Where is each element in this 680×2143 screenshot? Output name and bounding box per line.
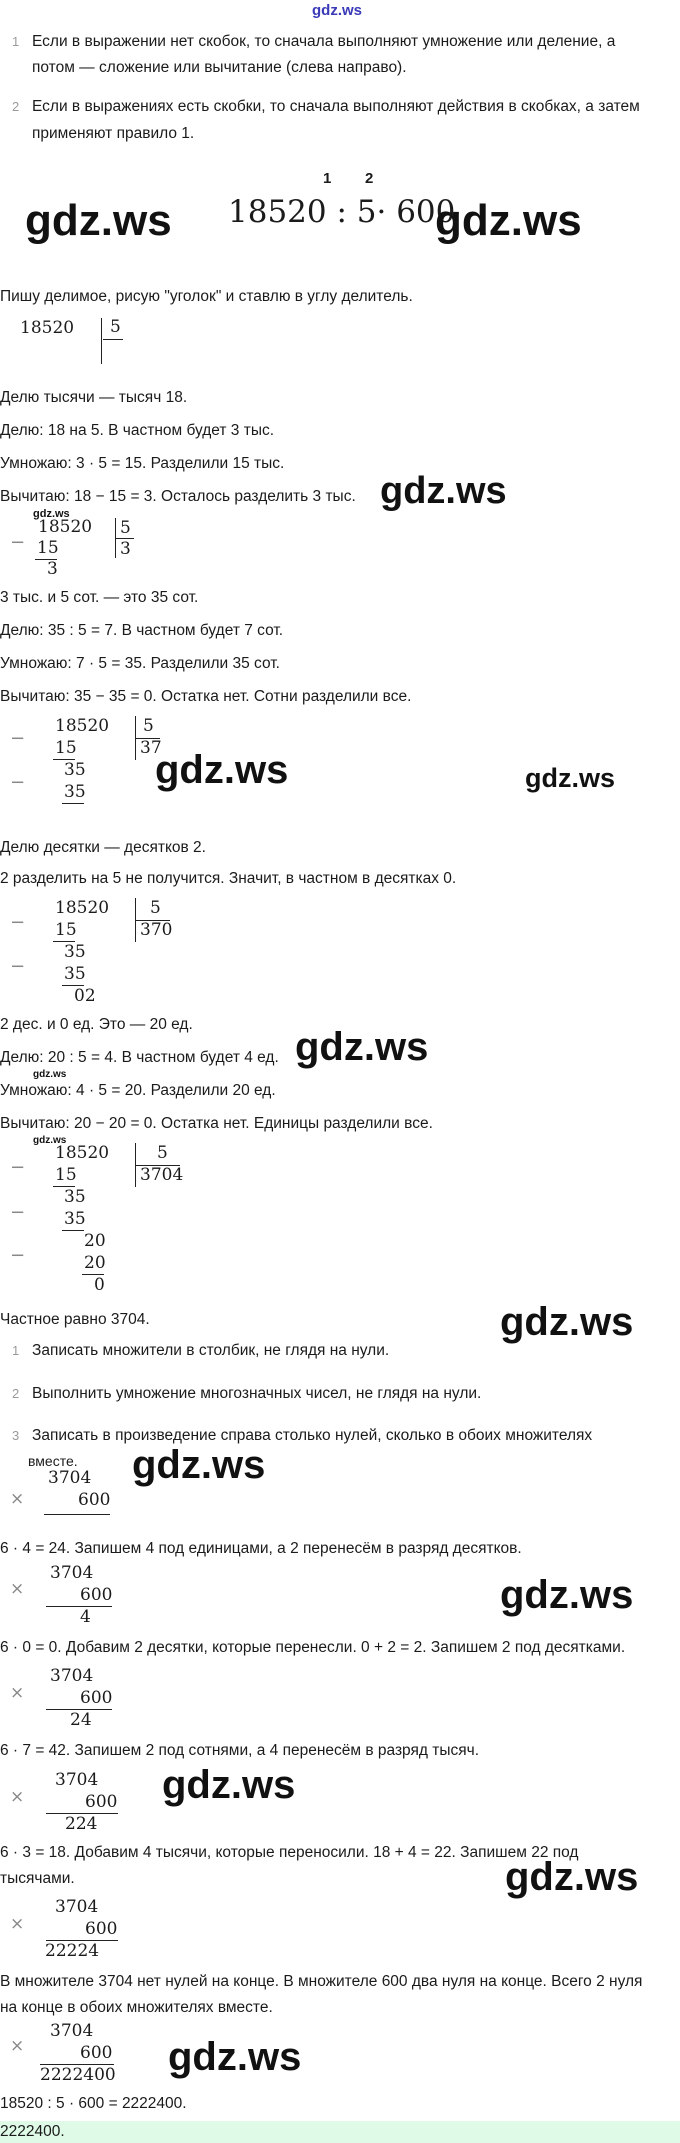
rule-text: Выполнить умножение многозначных чисел, не глядя на нули.: [32, 1385, 482, 1402]
rule-number: 2: [12, 99, 20, 114]
divisor: 5: [157, 1143, 168, 1163]
step-text: Умножаю: 3 · 5 = 15. Разделили 15 тыс.: [0, 455, 285, 472]
step-text: 3 тыс. и 5 сот. — это 35 сот.: [0, 589, 199, 606]
quotient: 3: [120, 539, 131, 559]
factor: 600: [80, 2043, 113, 2063]
remainder: 0: [94, 1275, 105, 1295]
divisor: 5: [120, 518, 131, 538]
answer-highlight: [0, 2121, 680, 2143]
factor: 600: [85, 1919, 118, 1939]
watermark: gdz.ws: [33, 508, 70, 520]
rule-text: Если в выражениях есть скобки, то сначала выполняют действия в скобках, а затем: [32, 98, 640, 115]
quotient: 370: [140, 920, 173, 940]
product: 2222400: [40, 2065, 116, 2085]
step-text: Вычитаю: 18 − 15 = 3. Осталось разделить 3 тыс.: [0, 488, 356, 505]
product: 22224: [45, 1941, 100, 1961]
product: 24: [70, 1710, 92, 1730]
rule-number: 1: [12, 1343, 20, 1358]
product: 224: [65, 1814, 98, 1834]
watermark: gdz.ws: [500, 1573, 634, 1617]
factor: 600: [80, 1585, 113, 1605]
step-text: 2 дес. и 0 ед. Это — 20 ед.: [0, 1016, 193, 1033]
watermark: gdz.ws: [155, 748, 289, 792]
factor: 3704: [55, 1897, 99, 1917]
step-text: 6 · 4 = 24. Запишем 4 под единицами, а 2 перенесём в разряд десятков.: [0, 1540, 522, 1557]
expression: 18520 : 5· 600: [228, 194, 456, 230]
partial: 35: [64, 1187, 86, 1207]
watermark: gdz.ws: [162, 1763, 296, 1807]
watermark: gdz.ws: [525, 763, 616, 793]
quotient: 37: [140, 738, 162, 758]
rule-text: Записать в произведение справа столько нулей, сколько в обоих множителях: [32, 1427, 593, 1444]
dividend: 18520: [55, 716, 110, 736]
dividend: 18520: [20, 318, 75, 338]
result-line: 18520 : 5 · 600 = 2222400.: [0, 2095, 187, 2112]
divisor: 5: [110, 317, 121, 337]
step-text: на конце в обоих множителях вместе.: [0, 1999, 273, 2016]
subtrahend: 35: [64, 782, 86, 802]
step-text: 2 разделить на 5 не получится. Значит, в частном в десятках 0.: [0, 870, 457, 887]
subtrahend: 15: [55, 920, 77, 940]
order-mark: 1: [323, 170, 332, 187]
rule-number: 1: [12, 34, 20, 49]
factor: 3704: [50, 1666, 94, 1686]
step-text: Частное равно 3704.: [0, 1311, 150, 1328]
watermark: gdz.ws: [168, 2035, 302, 2079]
subtrahend: 35: [64, 1209, 86, 1229]
watermark: gdz.ws: [33, 1135, 67, 1146]
dividend: 18520: [55, 898, 110, 918]
quotient: 3704: [140, 1165, 184, 1185]
step-text: Делю: 18 на 5. В частном будет 3 тыс.: [0, 422, 275, 439]
product: 4: [80, 1607, 91, 1627]
watermark-top: gdz.ws: [312, 2, 363, 19]
partial: 35: [64, 760, 86, 780]
watermark: gdz.ws: [505, 1855, 639, 1899]
dividend: 18520: [55, 1143, 110, 1163]
step-text: Умножаю: 4 · 5 = 20. Разделили 20 ед.: [0, 1082, 276, 1099]
subtrahend: 15: [55, 1165, 77, 1185]
rule-number: 2: [12, 1386, 20, 1401]
step-text: 6 · 7 = 42. Запишем 2 под сотнями, а 4 перенесём в разряд тысяч.: [0, 1742, 480, 1759]
watermark: gdz.ws: [380, 470, 507, 512]
factor: 3704: [55, 1770, 99, 1790]
step-text: Делю десятки — десятков 2.: [0, 839, 206, 856]
step-text: В множителе 3704 нет нулей на конце. В множителе 600 два нуля на конце. Всего 2 нуля: [0, 1973, 643, 1990]
step-text: Умножаю: 7 · 5 = 35. Разделили 35 сот.: [0, 655, 280, 672]
factor: 3704: [50, 1563, 94, 1583]
rule-text: потом — сложение или вычитание (слева направо).: [32, 59, 407, 76]
factor: 3704: [48, 1468, 92, 1488]
step-text: Вычитаю: 20 − 20 = 0. Остатка нет. Единицы разделили все.: [0, 1115, 433, 1132]
divisor: 5: [150, 898, 161, 918]
watermark: gdz.ws: [295, 1025, 429, 1069]
rule-text: применяют правило 1.: [32, 125, 195, 142]
partial: 02: [74, 986, 96, 1006]
factor: 600: [85, 1792, 118, 1812]
rule-text: Записать множители в столбик, не глядя на нули.: [32, 1342, 390, 1359]
step-text: Вычитаю: 35 − 35 = 0. Остатка нет. Сотни разделили все.: [0, 688, 412, 705]
subtrahend: 15: [55, 738, 77, 758]
watermark: gdz.ws: [33, 1069, 67, 1080]
factor: 600: [78, 1490, 111, 1510]
order-mark: 2: [365, 170, 374, 187]
subtrahend: 15: [37, 538, 59, 558]
step-text: 6 · 0 = 0. Добавим 2 десятки, которые перенесли. 0 + 2 = 2. Запишем 2 под десятками.: [0, 1639, 626, 1656]
dividend: 18520: [38, 517, 93, 537]
watermark: gdz.ws: [132, 1443, 266, 1487]
partial: 20: [84, 1231, 106, 1251]
step-text: Делю: 20 : 5 = 4. В частном будет 4 ед.: [0, 1049, 279, 1066]
corner-line: [103, 339, 123, 340]
step-text: Пишу делимое, рисую "уголок" и ставлю в углу делитель.: [0, 288, 413, 305]
partial: 35: [64, 942, 86, 962]
rule-text: Если в выражении нет скобок, то сначала выполняют умножение или деление, а: [32, 33, 616, 50]
factor: 600: [80, 1688, 113, 1708]
factor: 3704: [50, 2021, 94, 2041]
watermark: gdz.ws: [435, 196, 582, 245]
subtrahend: 35: [64, 964, 86, 984]
rule-text: вместе.: [28, 1453, 78, 1469]
rule-number: 3: [12, 1428, 20, 1443]
step-text: Делю тысячи — тысяч 18.: [0, 389, 188, 406]
answer: 2222400.: [0, 2123, 65, 2140]
step-text: тысячами.: [0, 1870, 75, 1887]
divisor: 5: [143, 716, 154, 736]
remainder: 3: [47, 559, 58, 579]
watermark: gdz.ws: [25, 196, 172, 245]
watermark: gdz.ws: [500, 1300, 634, 1344]
step-text: 6 · 3 = 18. Добавим 4 тысячи, которые переносили. 18 + 4 = 22. Запишем 22 под: [0, 1844, 579, 1861]
subtrahend: 20: [84, 1253, 106, 1273]
corner-line: [101, 318, 102, 364]
step-text: Делю: 35 : 5 = 7. В частном будет 7 сот.: [0, 622, 284, 639]
